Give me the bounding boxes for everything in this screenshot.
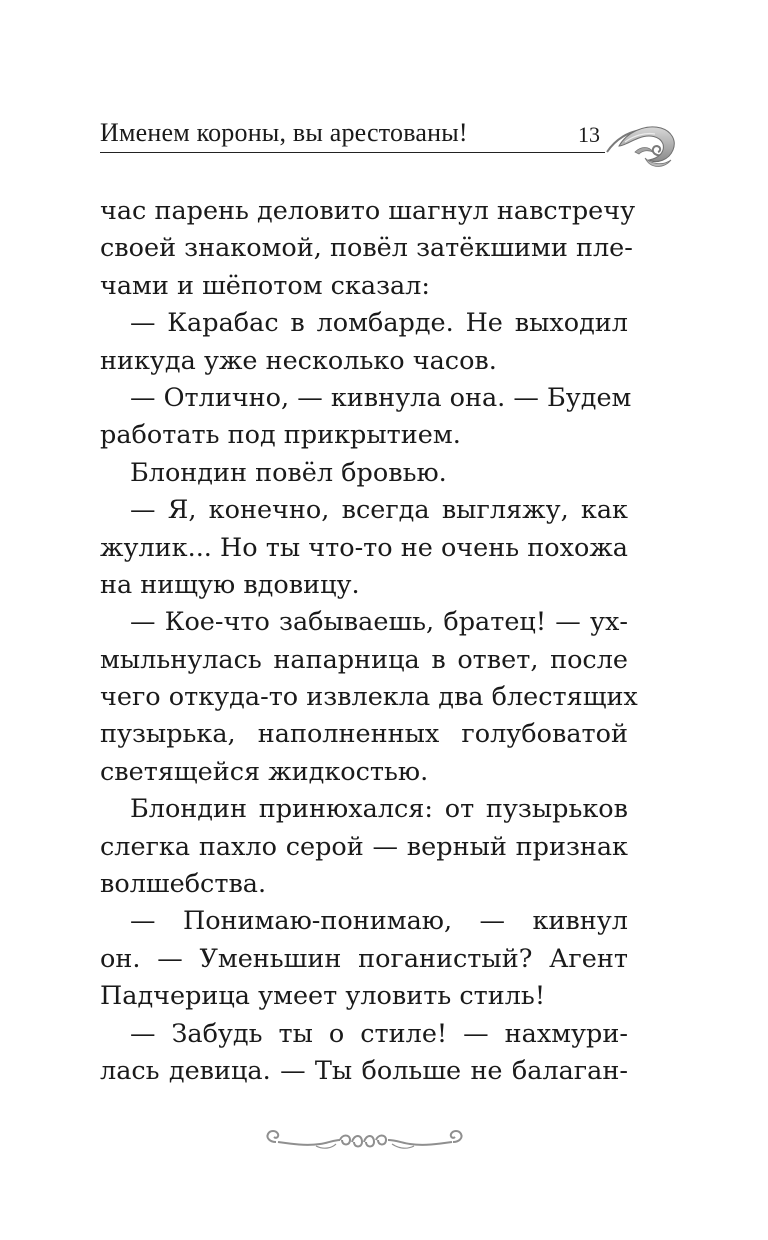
paragraph	[100, 305, 628, 380]
paragraph	[100, 604, 638, 791]
running-header	[100, 112, 680, 172]
text-line: чами и шёпотом сказал:	[100, 270, 430, 301]
text-line: жулик... Но ты что-то не очень похожа	[100, 532, 628, 563]
text-line: час парень деловито шагнул навстречу	[100, 196, 636, 226]
text-line: Блондин повёл бровью.	[130, 457, 447, 488]
text-line: пузырька, наполненных голубоватой	[100, 719, 628, 750]
text-line: светящейся жидкостью.	[100, 756, 429, 787]
paragraph	[100, 903, 628, 1015]
paragraph	[100, 455, 628, 492]
text-line: никуда уже несколько часов.	[100, 345, 497, 376]
text-line: лась девица. — Ты больше не балаган-	[100, 1055, 628, 1086]
text-line: слегка пахло серой — верный признак	[100, 831, 628, 862]
text-line: он. — Уменьшин поганистый? Агент	[100, 943, 628, 974]
paragraph	[100, 1016, 628, 1091]
text-line: чего откуда-то извлекла два блестящих	[100, 682, 638, 713]
text-line: — Забудь ты о стиле! — нахмури-	[130, 1018, 628, 1049]
text-line: своей знакомой, повёл затёкшими пле-	[100, 233, 633, 264]
text-line: — Кое-что забываешь, братец! — ух-	[130, 607, 628, 638]
paragraph	[100, 492, 628, 604]
text-line: работать под прикрытием.	[100, 420, 461, 451]
text-line: мыльнулась напарница в ответ, после	[100, 644, 628, 675]
text-line: Падчерица умеет уловить стиль!	[100, 981, 546, 1012]
header-rule	[100, 152, 605, 153]
page-number: 13	[578, 122, 600, 147]
paragraph	[100, 193, 636, 305]
text-line: — Я, конечно, всегда выгляжу, как	[130, 495, 628, 526]
text-line: — Отлично, — кивнула она. — Будем	[130, 382, 632, 413]
page-body	[100, 193, 638, 1090]
text-line: — Понимаю-понимаю, — кивнул	[130, 906, 628, 937]
flourish-divider-ornament-icon	[262, 1122, 467, 1158]
running-title: Именем короны, вы арестованы!	[100, 118, 468, 147]
text-line: на нищую вдовицу.	[100, 569, 360, 600]
text-line: волшебства.	[100, 869, 267, 900]
paragraph	[100, 380, 632, 455]
text-line: — Карабас в ломбарде. Не выходил	[130, 308, 628, 339]
leaf-scroll-ornament-icon	[605, 112, 680, 172]
paragraph	[100, 791, 628, 903]
text-line: Блондин принюхался: от пузырьков	[130, 794, 628, 825]
